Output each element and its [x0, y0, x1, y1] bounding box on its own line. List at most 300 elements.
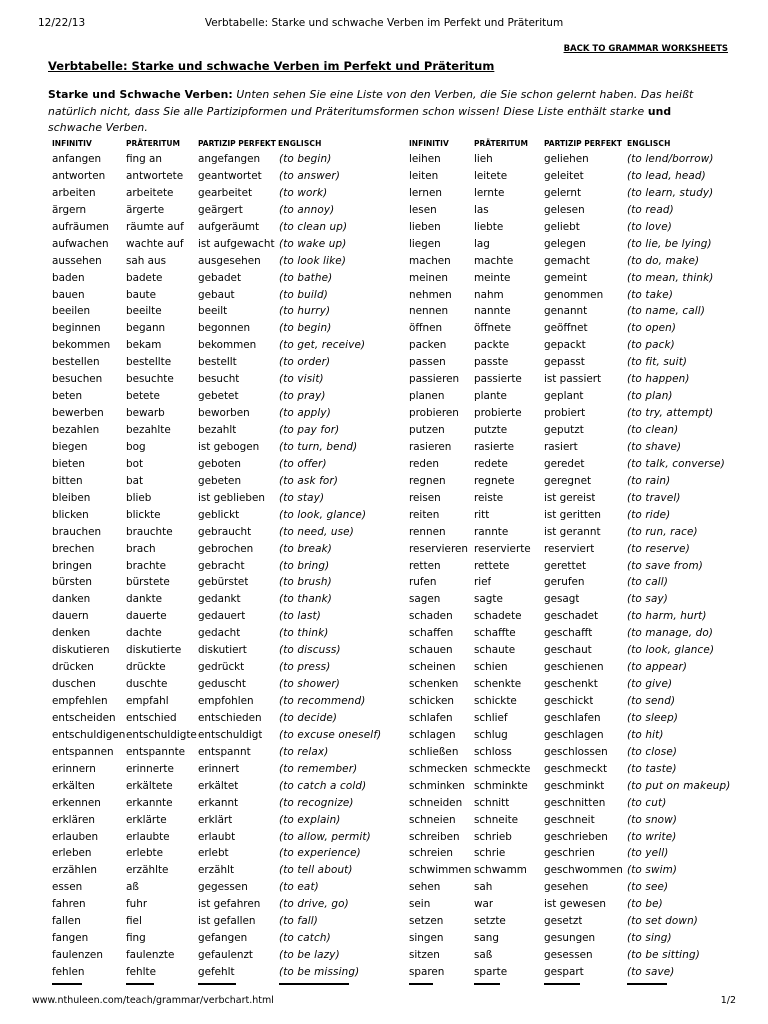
partizip-cell: gebrochen [198, 542, 254, 555]
englisch-cell: (to visit) [279, 373, 324, 386]
praeteritum-cell: lieh [474, 153, 493, 165]
infinitiv-cell: erinnern [52, 762, 96, 775]
englisch-cell: (to recognize) [279, 796, 354, 809]
englisch-cell: (to clean up) [279, 220, 348, 233]
partizip-cell: geputzt [544, 424, 584, 436]
partizip-cell: gelernt [544, 186, 582, 199]
partizip-cell: gebadet [198, 271, 242, 284]
partizip-cell: probiert [544, 407, 586, 420]
praeteritum-cell: bezahlte [126, 424, 171, 436]
praeteritum-cell: schnitt [474, 796, 510, 809]
infinitiv-cell: empfehlen [52, 695, 108, 707]
partizip-cell: gebeten [198, 474, 242, 487]
infinitiv-cell: besuchen [52, 373, 103, 386]
praeteritum-cell: lernte [474, 186, 505, 199]
englisch-cell: (to remember) [279, 762, 358, 775]
infinitiv-cell: bewerben [52, 407, 104, 420]
partizip-cell: genannt [544, 305, 588, 318]
infinitiv-cell: baden [52, 271, 85, 284]
infinitiv-cell: retten [409, 559, 441, 572]
englisch-cell: (to discuss) [279, 644, 341, 657]
partizip-cell: gesagt [544, 593, 580, 606]
praeteritum-cell: antwortete [126, 169, 184, 182]
partizip-cell: ist geblieben [198, 491, 266, 504]
partizip-cell: gefangen [198, 932, 248, 945]
englisch-cell: (to see) [627, 881, 669, 894]
partizip-cell: geschadet [544, 610, 599, 623]
partizip-cell: gesessen [544, 949, 593, 962]
infinitiv-cell: danken [52, 593, 91, 606]
englisch-cell: (to save from) [627, 559, 703, 572]
infinitiv-cell: bekommen [52, 339, 111, 352]
praeteritum-cell: erlebte [126, 847, 164, 860]
englisch-cell: (to fit, suit) [627, 356, 688, 369]
englisch-cell: (to build) [279, 288, 328, 301]
englisch-cell: (to order) [279, 356, 331, 369]
praeteritum-cell: machte [474, 254, 514, 267]
englisch-cell: (to stay) [279, 491, 325, 504]
englisch-cell: (to pray) [279, 390, 326, 403]
infinitiv-cell: liegen [409, 237, 441, 250]
partizip-cell: ist geritten [544, 508, 601, 521]
praeteritum-cell: plante [474, 390, 507, 403]
partizip-cell: geschminkt [544, 779, 605, 792]
englisch-cell: (to apply) [279, 407, 331, 420]
englisch-cell: (to tell about) [279, 864, 353, 877]
partizip-cell: gefehlt [198, 966, 235, 978]
praeteritum-cell: schrieb [474, 830, 512, 843]
partizip-cell: ist aufgewacht [198, 237, 275, 250]
partizip-cell: ist gebogen [198, 440, 260, 453]
intro-und: und [647, 104, 672, 118]
praeteritum-cell: sang [474, 932, 499, 945]
infinitiv-cell: bitten [52, 474, 83, 487]
infinitiv-cell: erkälten [52, 779, 95, 792]
infinitiv-cell: erklären [52, 813, 95, 826]
englisch-cell: (to clean) [627, 424, 679, 436]
praeteritum-cell: bekam [126, 339, 162, 352]
englisch-cell: (to harm, hurt) [627, 610, 707, 623]
praeteritum-cell: blickte [126, 508, 161, 521]
partizip-cell: gemeint [544, 271, 588, 284]
infinitiv-cell: lernen [409, 186, 442, 199]
infinitiv-cell: denken [52, 627, 91, 640]
praeteritum-cell: putzte [474, 424, 508, 436]
infinitiv-cell: brechen [52, 542, 95, 555]
englisch-cell: (to love) [627, 220, 672, 233]
partizip-cell: bekommen [198, 339, 257, 352]
praeteritum-cell: schloss [474, 745, 512, 758]
partizip-cell: geschenkt [544, 678, 598, 691]
partizip-cell: ist gefallen [198, 915, 256, 928]
infinitiv-cell: rennen [409, 525, 446, 538]
englisch-cell: (to hurry) [279, 305, 331, 318]
infinitiv-cell: lieben [409, 220, 441, 233]
infinitiv-cell: erkennen [52, 796, 101, 809]
praeteritum-cell: duschte [126, 678, 168, 691]
infinitiv-cell: passen [409, 356, 446, 369]
englisch-cell: (to send) [627, 695, 676, 707]
praeteritum-cell: schminkte [474, 779, 528, 792]
englisch-cell: (to think) [279, 627, 329, 640]
partizip-cell: gebaut [198, 288, 235, 301]
infinitiv-cell: schwimmen [409, 864, 472, 877]
infinitiv-cell: öffnen [409, 322, 443, 335]
englisch-cell: (to look like) [279, 254, 347, 267]
praeteritum-cell: rettete [474, 559, 510, 572]
englisch-cell: (to shower) [279, 678, 341, 691]
englisch-cell: (to sing) [627, 932, 672, 945]
praeteritum-cell: beeilte [126, 305, 162, 318]
englisch-cell: (to snow) [627, 813, 678, 826]
englisch-cell: (to plan) [627, 390, 673, 403]
partizip-cell: gedrückt [198, 661, 245, 674]
infinitiv-cell: sagen [409, 593, 441, 606]
partizip-cell: ausgesehen [198, 254, 261, 267]
englisch-cell: (to learn, study) [627, 186, 714, 199]
praeteritum-cell: entschuldigte [126, 728, 197, 741]
infinitiv-cell: anfangen [52, 153, 102, 165]
partizip-cell: geschmeckt [544, 762, 608, 775]
praeteritum-cell: blieb [126, 491, 152, 504]
englisch-cell: (to work) [279, 186, 328, 199]
partizip-cell: bezahlt [198, 424, 237, 436]
englisch-cell: (to eat) [279, 881, 319, 894]
praeteritum-cell: nannte [474, 305, 511, 318]
intro-lead: Starke und Schwache Verben: [48, 88, 233, 101]
partizip-cell: erkältet [198, 779, 239, 792]
praeteritum-cell: fiel [126, 915, 142, 928]
englisch-cell: (to relax) [279, 745, 329, 758]
infinitiv-cell: meinen [409, 271, 448, 284]
infinitiv-cell: fahren [52, 898, 86, 911]
intro-text-2: schwache Verben. [48, 121, 148, 134]
praeteritum-cell: probierte [474, 407, 522, 420]
englisch-cell: (to write) [627, 830, 677, 843]
partizip-cell: geleitet [544, 169, 584, 182]
englisch-cell: (to be lazy) [279, 949, 340, 962]
englisch-cell: (to give) [627, 678, 673, 691]
partizip-cell: geschlafen [544, 711, 601, 724]
praeteritum-cell: setzte [474, 915, 506, 928]
infinitiv-cell: leihen [409, 153, 441, 165]
praeteritum-cell: ärgerte [126, 203, 165, 216]
englisch-cell: (to offer) [279, 457, 327, 470]
englisch-cell: (to try, attempt) [627, 407, 714, 420]
partizip-cell: geboten [198, 457, 241, 470]
praeteritum-cell: begann [126, 322, 166, 335]
englisch-cell: (to begin) [279, 153, 332, 165]
englisch-cell: (to lie, be lying) [627, 237, 712, 250]
partizip-cell: geredet [544, 457, 585, 470]
partizip-cell: geduscht [198, 678, 246, 691]
praeteritum-cell: packte [474, 339, 510, 352]
praeteritum-cell: erinnerte [126, 762, 174, 775]
infinitiv-cell: schlagen [409, 728, 456, 741]
header-praeteritum: PRÄTERITUM [126, 139, 180, 148]
praeteritum-cell: erzählte [126, 864, 169, 877]
partizip-cell: gedacht [198, 627, 241, 640]
partizip-cell: entschuldigt [198, 728, 263, 741]
browser-print-footer [0, 994, 768, 1008]
englisch-cell: (to talk, converse) [627, 457, 725, 470]
partizip-cell: geschlossen [544, 745, 608, 758]
partizip-cell: erinnert [198, 762, 240, 775]
praeteritum-cell: brachte [126, 559, 166, 572]
infinitiv-cell: sehen [409, 881, 441, 894]
partizip-cell: erzählt [198, 864, 235, 877]
intro-paragraph [48, 87, 728, 137]
praeteritum-cell: schadete [474, 610, 522, 623]
partizip-cell: rasiert [544, 440, 578, 453]
englisch-cell: (to ride) [627, 508, 671, 521]
infinitiv-cell: biegen [52, 440, 88, 453]
page-number: 1/2 [720, 995, 736, 1006]
praeteritum-cell: reservierte [474, 542, 531, 555]
infinitiv-cell: lesen [409, 203, 437, 216]
praeteritum-cell: badete [126, 271, 163, 284]
footer-url-link[interactable]: www.nthuleen.com/teach/grammar/verbchart.html [32, 995, 274, 1006]
infinitiv-cell: packen [409, 339, 447, 352]
englisch-cell: (to break) [279, 542, 332, 555]
praeteritum-cell: passierte [474, 373, 522, 386]
englisch-cell: (to rain) [627, 474, 671, 487]
partizip-cell: erlaubt [198, 830, 236, 843]
partizip-cell: gespart [544, 966, 584, 978]
englisch-cell: (to pack) [627, 339, 675, 352]
print-page-title: Verbtabelle: Starke und schwache Verben im Perfekt und Präteritum [204, 17, 564, 29]
englisch-cell: (to read) [627, 203, 674, 216]
header-praeteritum: PRÄTERITUM [474, 139, 528, 148]
partizip-cell: gebetet [198, 390, 239, 403]
praeteritum-cell: räumte auf [126, 220, 184, 233]
infinitiv-cell: schlafen [409, 711, 453, 724]
partizip-cell: erkannt [198, 796, 239, 809]
partizip-cell: gedankt [198, 593, 241, 606]
infinitiv-cell: rasieren [409, 440, 452, 453]
partizip-cell: ist gefahren [198, 898, 261, 911]
partizip-cell: gelegen [544, 237, 586, 250]
englisch-cell: (to get, receive) [279, 339, 366, 352]
englisch-cell: (to annoy) [279, 203, 335, 216]
partizip-cell: ist gereist [544, 491, 596, 504]
englisch-cell: (to sleep) [627, 711, 679, 724]
partizip-cell: geschickt [544, 695, 594, 707]
praeteritum-cell: drückte [126, 661, 166, 674]
praeteritum-cell: ritt [474, 508, 490, 521]
englisch-cell: (to pay for) [279, 424, 340, 436]
praeteritum-cell: passte [474, 356, 509, 369]
infinitiv-cell: fangen [52, 932, 89, 945]
englisch-cell: (to bring) [279, 559, 330, 572]
infinitiv-cell: dauern [52, 610, 89, 623]
partizip-cell: geschnitten [544, 796, 606, 809]
partizip-cell: angefangen [198, 153, 261, 165]
praeteritum-cell: liebte [474, 220, 504, 233]
praeteritum-cell: schlug [474, 728, 508, 741]
infinitiv-cell: erzählen [52, 864, 97, 877]
infinitiv-cell: rufen [409, 576, 437, 589]
praeteritum-cell: rasierte [474, 440, 515, 453]
englisch-cell: (to happen) [627, 373, 690, 386]
infinitiv-cell: schreiben [409, 830, 460, 843]
infinitiv-cell: entscheiden [52, 711, 116, 724]
praeteritum-cell: öffnete [474, 322, 511, 335]
praeteritum-cell: schaute [474, 644, 516, 657]
partizip-cell: geliehen [544, 153, 589, 165]
partizip-cell: gebürstet [198, 576, 249, 589]
englisch-cell: (to yell) [627, 847, 669, 860]
englisch-cell: (to catch a cold) [279, 779, 367, 792]
partizip-cell: geöffnet [544, 322, 588, 335]
partizip-cell: gelesen [544, 203, 585, 216]
englisch-cell: (to set down) [627, 915, 699, 928]
englisch-cell: (to be missing) [279, 966, 360, 978]
infinitiv-cell: schließen [409, 745, 459, 758]
partizip-cell: gepasst [544, 356, 585, 369]
partizip-cell: entspannt [198, 745, 251, 758]
praeteritum-cell: redete [474, 457, 508, 470]
partizip-cell: aufgeräumt [198, 220, 260, 233]
englisch-cell: (to recommend) [279, 695, 366, 707]
infinitiv-cell: erleben [52, 847, 92, 860]
infinitiv-cell: beginnen [52, 322, 101, 335]
infinitiv-cell: reden [409, 457, 440, 470]
praeteritum-cell: leitete [474, 169, 508, 182]
praeteritum-cell: schickte [474, 695, 517, 707]
infinitiv-cell: reiten [409, 508, 440, 521]
infinitiv-cell: essen [52, 881, 83, 894]
praeteritum-cell: rief [474, 576, 492, 589]
header-infinitiv: INFINITIV [52, 139, 92, 148]
back-to-grammar-worksheets-link[interactable]: BACK TO GRAMMAR WORKSHEETS [563, 44, 728, 54]
englisch-cell: (to swim) [627, 864, 678, 877]
partizip-cell: gepackt [544, 339, 586, 352]
englisch-cell: (to ask for) [279, 474, 339, 487]
partizip-cell: geantwortet [198, 169, 262, 182]
partizip-cell: empfohlen [198, 695, 254, 707]
header-partizip-perfekt: PARTIZIP PERFEKT [198, 139, 276, 148]
praeteritum-cell: dachte [126, 627, 162, 640]
praeteritum-cell: regnete [474, 474, 515, 487]
englisch-cell: (to do, make) [627, 254, 700, 267]
partizip-cell: entschieden [198, 711, 262, 724]
partizip-cell: geschwommen [544, 864, 623, 877]
partizip-cell: geschaut [544, 644, 592, 657]
partizip-cell: gerufen [544, 576, 585, 589]
praeteritum-cell: war [474, 898, 494, 911]
intro-text-1: Unten sehen Sie eine Liste von den Verben, die Sie schon gelernt haben. Das heißt natürlich nicht, dass Sie alle Partizipformen und Präteritumsformen schon wissen! Diese Liste enthält starke [48, 88, 694, 118]
partizip-cell: genommen [544, 288, 604, 301]
partizip-cell: bestellt [198, 356, 237, 369]
infinitiv-cell: faulenzen [52, 949, 103, 962]
infinitiv-cell: ärgern [52, 203, 87, 216]
partizip-cell: geblickt [198, 508, 240, 521]
englisch-cell: (to lead, head) [627, 169, 706, 182]
infinitiv-cell: aufräumen [52, 220, 109, 233]
praeteritum-cell: aß [126, 881, 139, 894]
englisch-cell: (to save) [627, 966, 675, 978]
infinitiv-cell: entspannen [52, 745, 114, 758]
infinitiv-cell: beten [52, 390, 83, 403]
partizip-cell: gesehen [544, 881, 589, 894]
englisch-cell: (to allow, permit) [279, 830, 371, 843]
praeteritum-cell: fuhr [126, 898, 148, 911]
englisch-cell: (to take) [627, 288, 674, 301]
infinitiv-cell: sparen [409, 966, 445, 978]
infinitiv-cell: passieren [409, 373, 460, 386]
praeteritum-cell: entspannte [126, 745, 186, 758]
infinitiv-cell: fehlen [52, 966, 85, 978]
infinitiv-cell: setzen [409, 915, 444, 928]
englisch-cell: (to appear) [627, 661, 688, 674]
praeteritum-cell: schrie [474, 847, 506, 860]
page-title: Verbtabelle: Starke und schwache Verben im Perfekt und Präteritum [48, 59, 495, 73]
infinitiv-cell: aussehen [52, 254, 102, 267]
englisch-cell: (to call) [627, 576, 669, 589]
praeteritum-cell: empfahl [126, 695, 169, 707]
header-englisch: ENGLISCH [278, 139, 322, 148]
infinitiv-cell: sein [409, 898, 431, 911]
partizip-cell: geschrien [544, 847, 595, 860]
partizip-cell: erklärt [198, 813, 233, 826]
partizip-cell: gearbeitet [198, 186, 253, 199]
partizip-cell: gesungen [544, 932, 596, 945]
infinitiv-cell: schenken [409, 678, 459, 691]
praeteritum-cell: brauchte [126, 525, 173, 538]
partizip-cell: gebraucht [198, 525, 252, 538]
englisch-cell: (to hit) [627, 728, 664, 741]
infinitiv-cell: blicken [52, 508, 89, 521]
englisch-cell: (to run, race) [627, 525, 698, 538]
praeteritum-cell: betete [126, 390, 160, 403]
infinitiv-cell: regnen [409, 474, 446, 487]
praeteritum-cell: las [474, 203, 489, 216]
browser-print-header [0, 16, 768, 30]
partizip-cell: beeilt [198, 305, 228, 318]
englisch-cell: (to decide) [279, 711, 338, 724]
infinitiv-cell: schaffen [409, 627, 454, 640]
partizip-cell: besucht [198, 373, 240, 386]
englisch-cell: (to name, call) [627, 305, 706, 318]
englisch-cell: (to fall) [279, 915, 318, 928]
infinitiv-cell: bezahlen [52, 424, 100, 436]
infinitiv-cell: beeilen [52, 305, 91, 318]
praeteritum-cell: rannte [474, 525, 509, 538]
infinitiv-cell: erlauben [52, 830, 99, 843]
praeteritum-cell: schmeckte [474, 762, 531, 775]
infinitiv-cell: bürsten [52, 576, 92, 589]
praeteritum-cell: arbeitete [126, 186, 174, 199]
englisch-cell: (to last) [279, 610, 321, 623]
print-date: 12/22/13 [38, 17, 86, 29]
infinitiv-cell: fallen [52, 915, 81, 928]
partizip-cell: diskutiert [198, 644, 247, 657]
infinitiv-cell: schauen [409, 644, 453, 657]
partizip-cell: begonnen [198, 322, 251, 335]
partizip-cell: gemacht [544, 254, 590, 267]
partizip-cell: geregnet [544, 474, 592, 487]
praeteritum-cell: meinte [474, 271, 511, 284]
praeteritum-cell: diskutierte [126, 644, 182, 657]
englisch-cell: (to manage, do) [627, 627, 714, 640]
englisch-cell: (to turn, bend) [279, 440, 358, 453]
partizip-cell: gerettet [544, 559, 587, 572]
praeteritum-cell: besuchte [126, 373, 174, 386]
infinitiv-cell: bestellen [52, 356, 100, 369]
praeteritum-cell: fehlte [126, 966, 156, 978]
partizip-cell: ist passiert [544, 373, 602, 386]
